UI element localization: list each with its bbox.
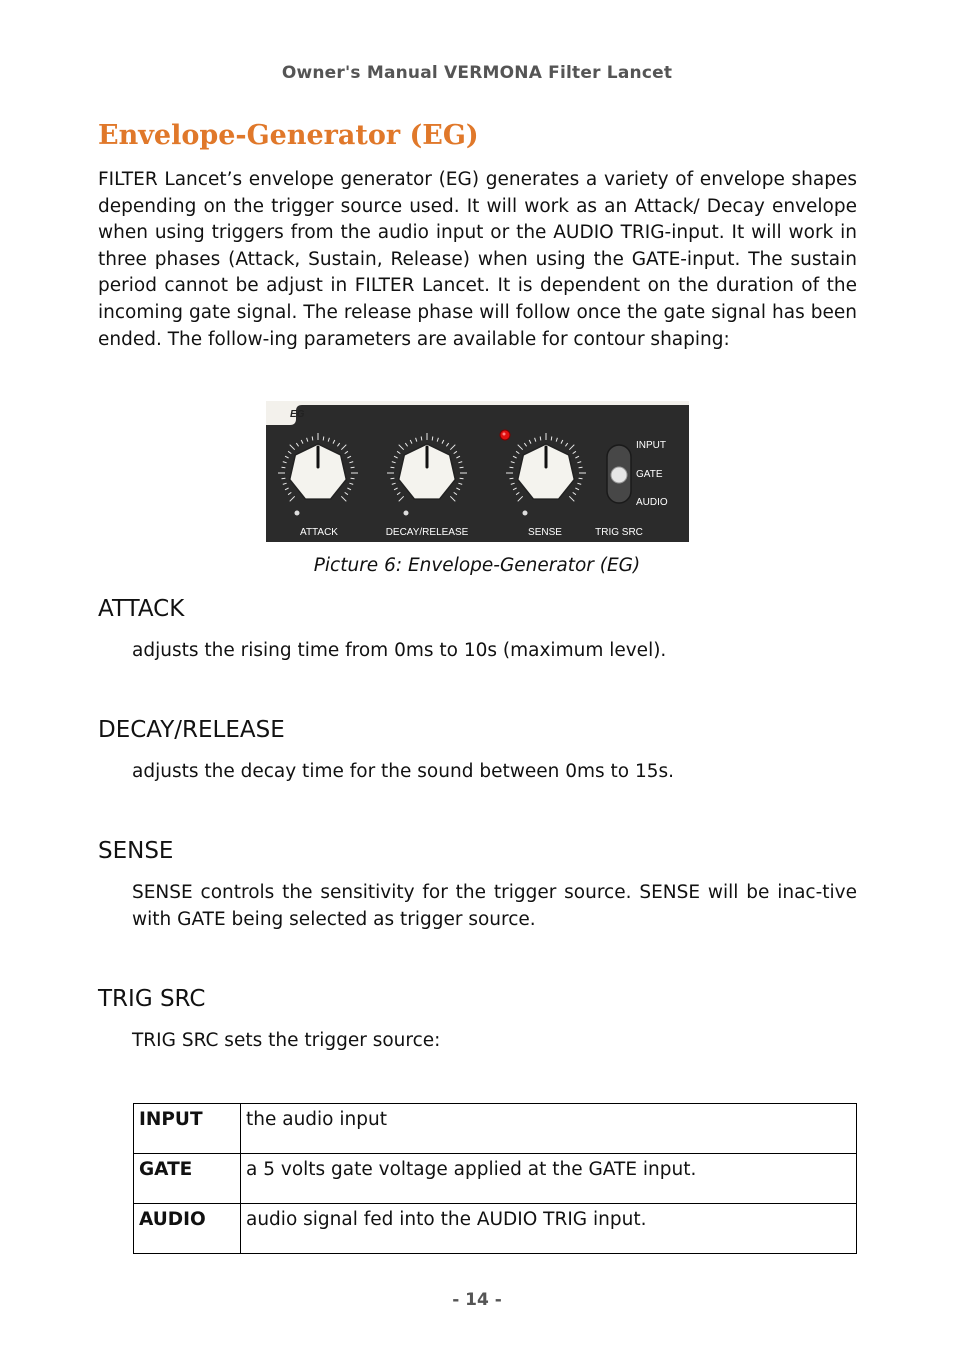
- param-text-sense: SENSE controls the sensitivity for the trigger source. SENSE will be inac-tive with GATE being selected as trigger source.: [132, 882, 857, 930]
- param-heading-decay-release: DECAY/RELEASE: [98, 717, 285, 743]
- param-text-decay-release: adjusts the decay time for the sound between 0ms to 15s.: [132, 761, 675, 782]
- switch-option-input: INPUT: [636, 440, 666, 451]
- intro-paragraph: FILTER Lancet’s envelope generator (EG) generates a variety of envelope shapes depending on the trigger source used. It will work as an Attack/ Decay envelope when using triggers from the audio input or the AUDIO TRIG-input. It will work in three phases (Attack, Sustain, Release) when using the GATE-input. The sustain period cannot be adjust in FILTER Lancet. It is dependent on the duration of the incoming gate signal. The release phase will follow once the gate signal has been ended. The follow-ing parameters are available for contour shaping:: [98, 169, 857, 350]
- switch-option-gate: GATE: [636, 469, 663, 480]
- table-cell-value: the audio input: [241, 1104, 857, 1154]
- table-row: [134, 1104, 857, 1154]
- param-heading-attack: ATTACK: [98, 596, 185, 622]
- eg-panel-figure: [266, 401, 689, 542]
- knob-label-decay-release: DECAY/RELEASE: [385, 527, 469, 538]
- switch-option-audio: AUDIO: [636, 497, 668, 508]
- table-row: [134, 1204, 857, 1254]
- section-title: Envelope-Generator (EG): [98, 120, 479, 151]
- trig-src-table: [133, 1103, 857, 1254]
- running-header: Owner's Manual VERMONA Filter Lancet: [281, 63, 673, 83]
- table-cell-key: GATE: [134, 1154, 241, 1204]
- knob-label-sense: SENSE: [528, 527, 562, 538]
- table-cell-value: audio signal fed into the AUDIO TRIG input.: [241, 1204, 857, 1254]
- table-row: [134, 1154, 857, 1204]
- table-cell-key: AUDIO: [134, 1204, 241, 1254]
- switch-label-trig-src: TRIG SRC: [595, 527, 643, 538]
- table-cell-value: a 5 volts gate voltage applied at the GATE input.: [241, 1154, 857, 1204]
- param-text-attack: adjusts the rising time from 0ms to 10s (maximum level).: [132, 640, 667, 661]
- trig-src-switch-lever: [611, 467, 627, 483]
- param-text-trig-src: TRIG SRC sets the trigger source:: [132, 1030, 441, 1051]
- param-heading-trig-src: TRIG SRC: [98, 986, 206, 1012]
- panel-label: EG: [290, 409, 305, 420]
- knob-label-attack: ATTACK: [300, 527, 338, 538]
- figure-caption: Picture 6: Envelope-Generator (EG): [313, 555, 641, 576]
- page-number: - 14 -: [452, 1290, 502, 1310]
- param-heading-sense: SENSE: [98, 838, 174, 864]
- table-cell-key: INPUT: [134, 1104, 241, 1154]
